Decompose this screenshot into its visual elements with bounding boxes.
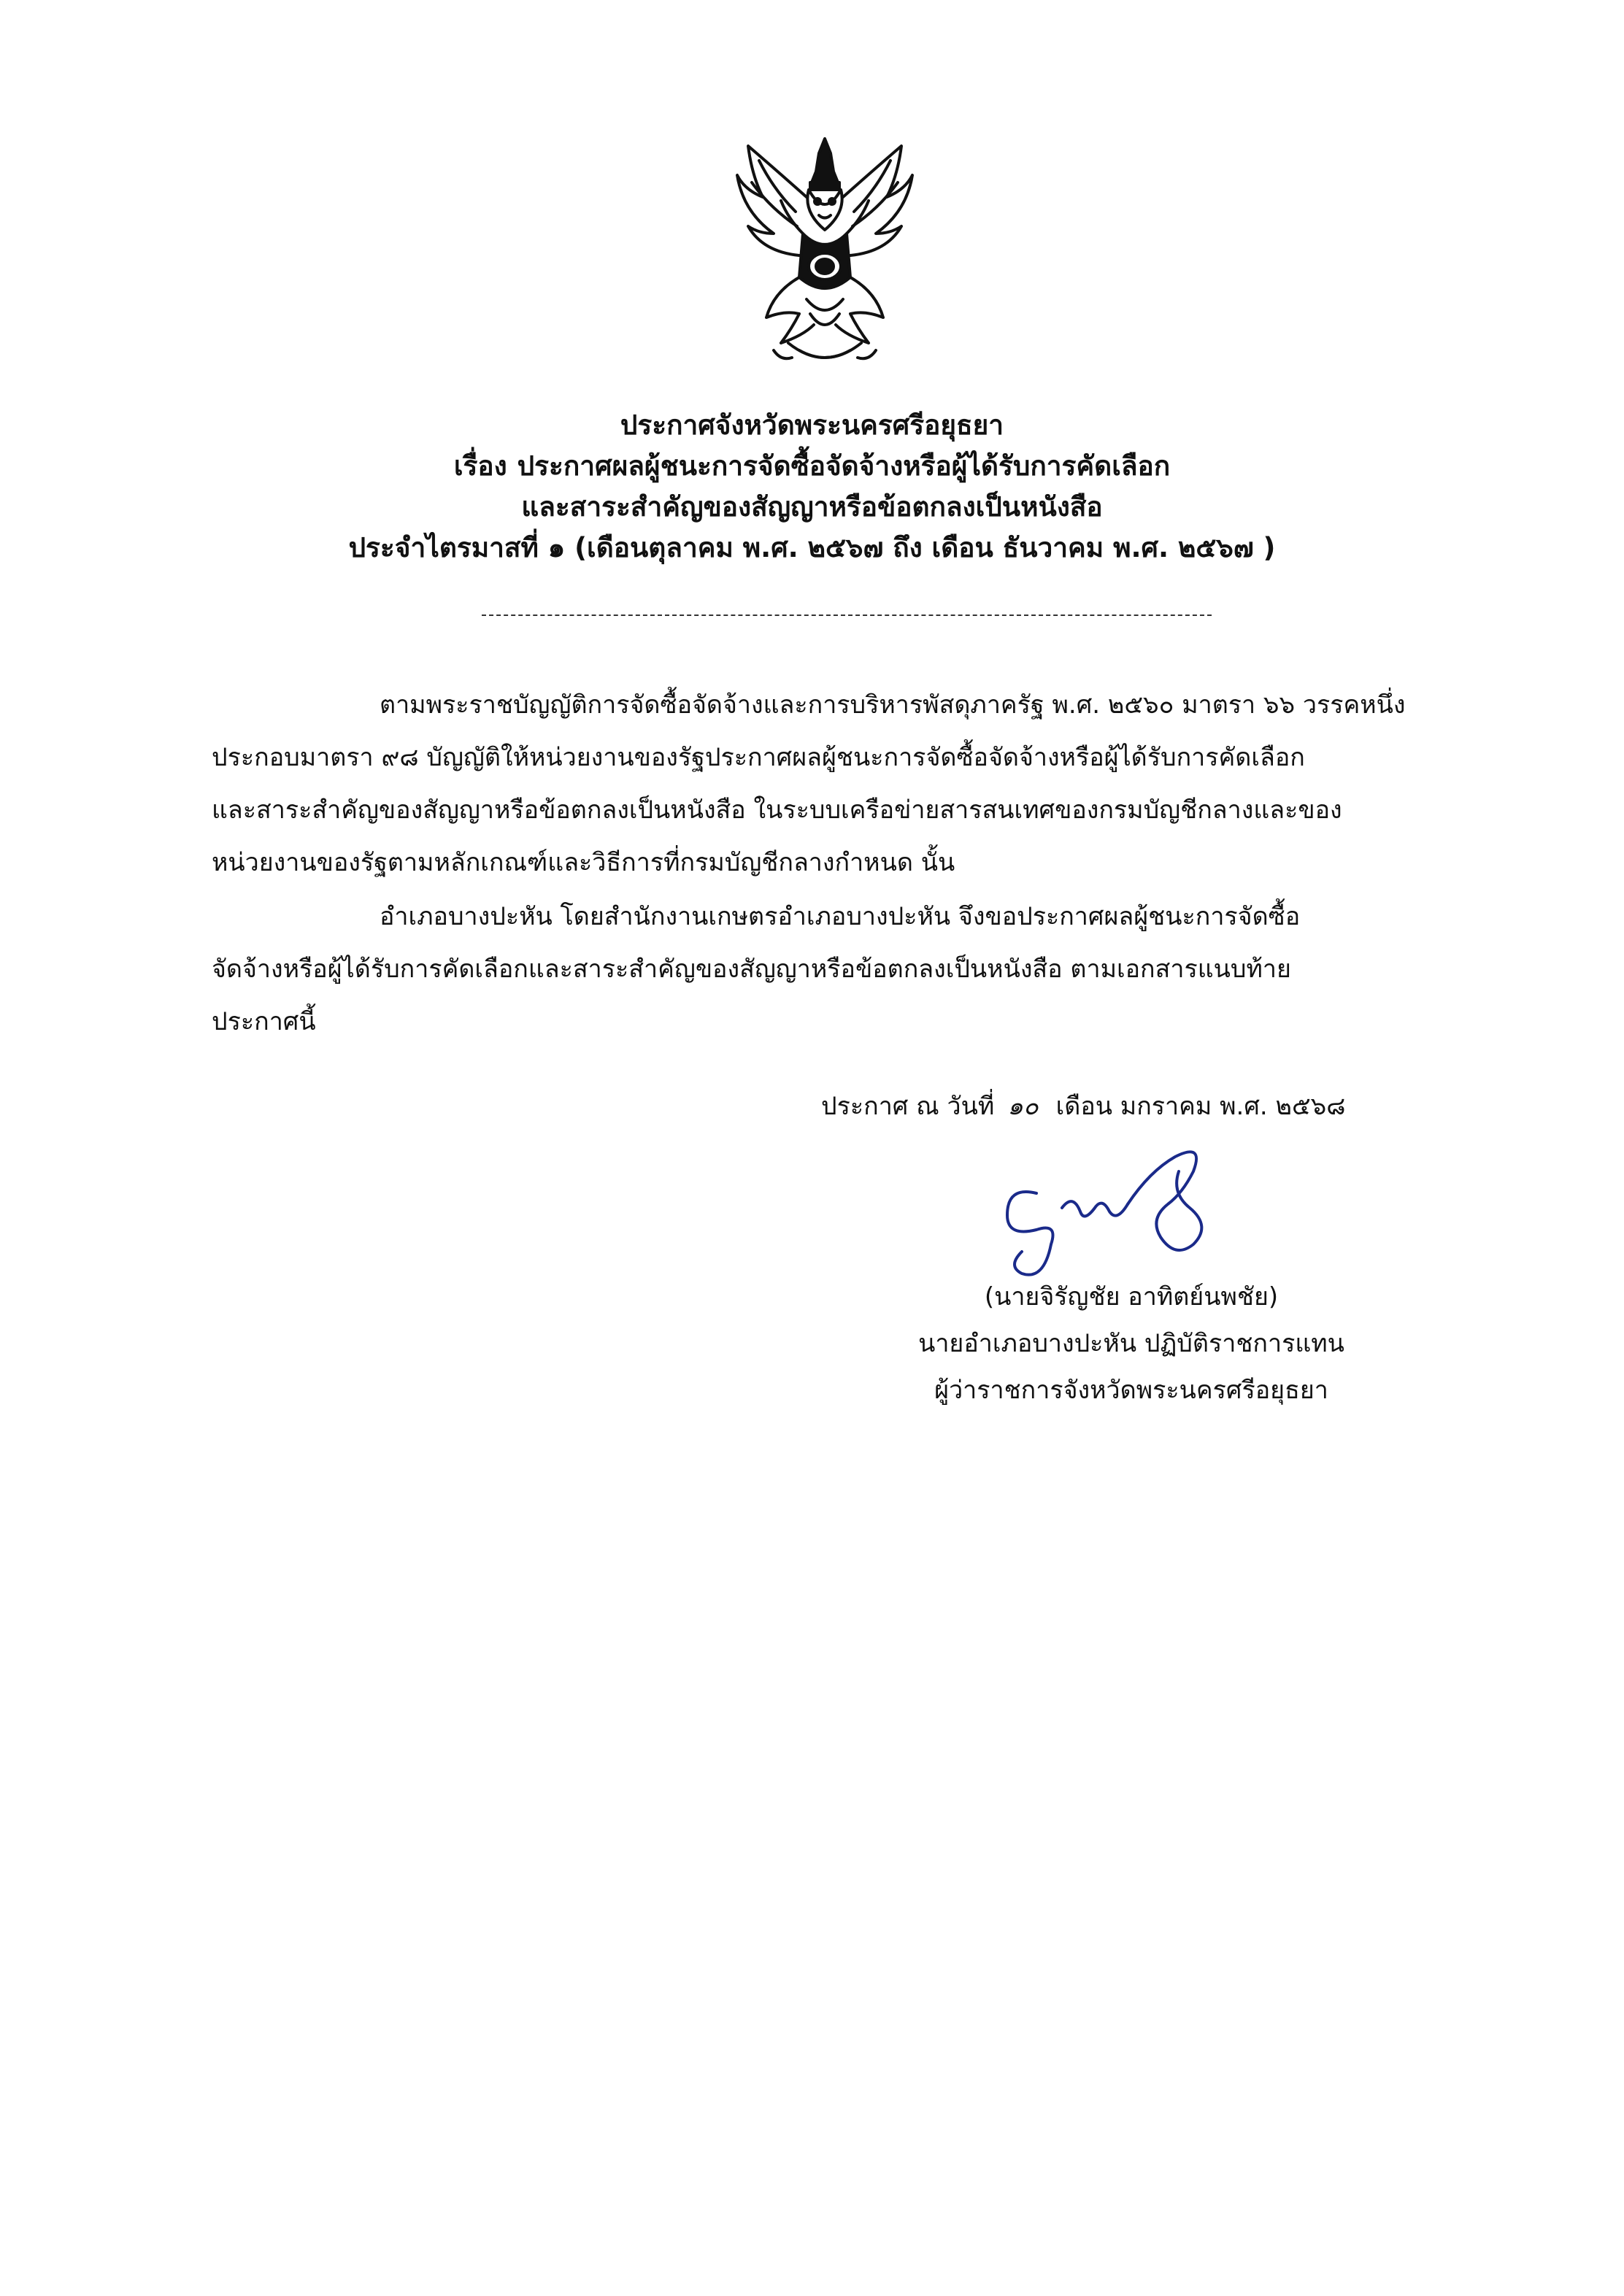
subject-line-1: [219, 446, 1405, 487]
paragraph-line: และสาระสำคัญของสัญญาหรือข้อตกลงเป็นหนังสือ ในระบบเครือข่ายสารสนเทศของกรมบัญชีกลางและของ: [212, 795, 1342, 825]
signer-position-1: นายอำเภอบางปะหัน ปฏิบัติราชการแทน: [918, 1329, 1344, 1358]
signer-block: [876, 1274, 1387, 1414]
paragraph-line: ประกอบมาตรา ๙๘ บัญญัติให้หน่วยงานของรัฐประกาศผลผู้ชนะการจัดซื้อจัดจ้างหรือผู้ได้รับการคัดเลือก: [212, 743, 1305, 772]
announcement-date: [821, 1080, 1346, 1133]
body-paragraph-1: [212, 679, 1467, 889]
signer-name: (นายจิรัญชัย อาทิตย์นพชัย): [984, 1282, 1279, 1311]
announcement-prefix: ประกาศ ณ วันที่: [821, 1092, 995, 1121]
paragraph-line: จัดจ้างหรือผู้ได้รับการคัดเลือกและสาระสำคัญของสัญญาหรือข้อตกลงเป็นหนังสือ ตามเอกสารแนบท้าย: [212, 955, 1291, 984]
subject-line-2: และสาระสำคัญของสัญญาหรือข้อตกลงเป็นหนังสือ: [521, 491, 1103, 523]
announcement-month-year: เดือน มกราคม พ.ศ. ๒๕๖๘: [1055, 1092, 1346, 1121]
header-divider: [482, 615, 1212, 616]
document-title: ประกาศจังหวัดพระนครศรีอยุธยา: [620, 409, 1004, 441]
document-header: [219, 405, 1405, 569]
announcement-day: ๑๐: [1007, 1092, 1039, 1121]
paragraph-line: ตามพระราชบัญญัติการจัดซื้อจัดจ้างและการบริหารพัสดุภาครัฐ พ.ศ. ๒๕๖๐ มาตรา ๖๖ วรรคหนึ่ง: [380, 690, 1406, 720]
paragraph-line: ประกาศนี้: [212, 1007, 316, 1036]
body-paragraph-2: [212, 890, 1467, 1048]
subject-text-1: ประกาศผลผู้ชนะการจัดซื้อจัดจ้างหรือผู้ได้รับการคัดเลือก: [517, 450, 1171, 482]
subject-label: เรื่อง: [453, 450, 507, 482]
paragraph-line: หน่วยงานของรัฐตามหลักเกณฑ์และวิธีการที่กรมบัญชีกลางกำหนด นั้น: [212, 848, 955, 877]
garuda-emblem-icon: [730, 131, 920, 372]
handwritten-signature: [993, 1142, 1241, 1288]
subject-line-3: ประจำไตรมาสที่ ๑ (เดือนตุลาคม พ.ศ. ๒๕๖๗ ถึง เดือน ธันวาคม พ.ศ. ๒๕๖๗ ): [348, 532, 1276, 563]
paragraph-line: อำเภอบางปะหัน โดยสำนักงานเกษตรอำเภอบางปะหัน จึงขอประกาศผลผู้ชนะการจัดซื้อ: [380, 902, 1301, 931]
signer-position-2: ผู้ว่าราชการจังหวัดพระนครศรีอยุธยา: [934, 1376, 1328, 1405]
